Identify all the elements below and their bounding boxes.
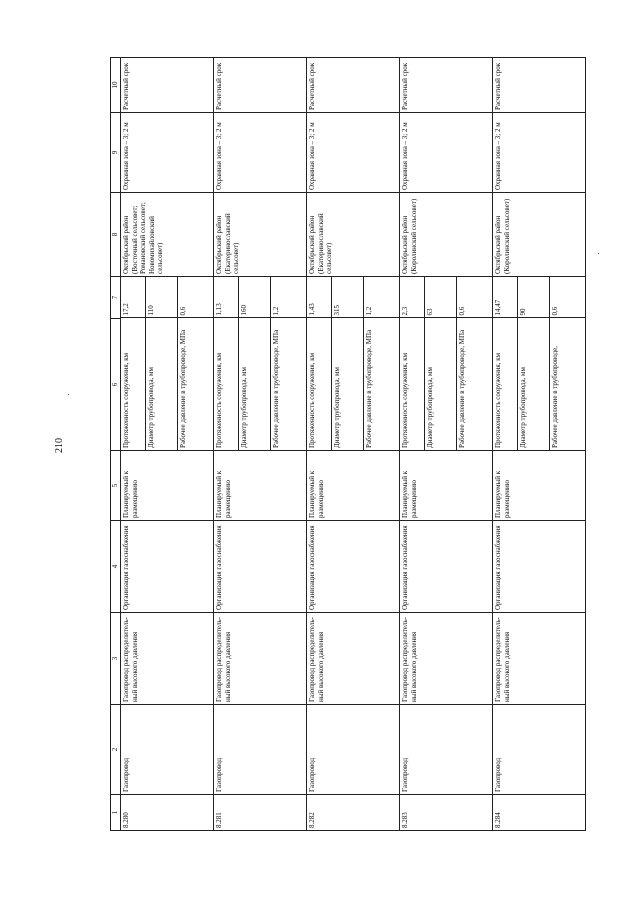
object-purpose: Организация газоснабжения: [214, 521, 307, 613]
object-parameters: [307, 277, 400, 451]
object-purpose: Организация газоснабжения: [400, 521, 493, 613]
object-name: Газопровод: [493, 705, 586, 795]
table-row: [121, 58, 214, 831]
parameter-label: Протяженность сооружения, км: [121, 318, 145, 450]
table-header-row: [111, 58, 121, 831]
object-location: Октябрьский район (Екатеринославский сельсовет): [214, 193, 307, 277]
header-cell: 6: [111, 319, 121, 451]
object-purpose: Организация газоснабжения: [307, 521, 400, 613]
object-parameters: [493, 277, 586, 451]
parameter-label: Диаметр трубопровода, мм: [145, 318, 177, 450]
parameter-row: [270, 276, 306, 450]
parameter-label: Рабочее давление в трубопроводе, МПа: [271, 329, 280, 448]
object-type: Газопровод распределитель-ный высокого давления: [121, 613, 214, 705]
table-row: [493, 58, 586, 831]
object-name: Газопровод: [307, 705, 400, 795]
header-cell: 2: [111, 705, 121, 795]
parameter-label: Рабочее давление в трубопроводе, МПа: [364, 329, 373, 448]
row-number: 8.282: [307, 795, 400, 831]
parameter-label: Протяженность сооружения, км: [214, 318, 238, 450]
parameter-label: Протяженность сооружения, км: [493, 318, 517, 450]
rotated-table-area: [110, 58, 590, 831]
object-status: Планируемый к размещению: [214, 451, 307, 521]
parameter-value: 1,2: [363, 276, 399, 318]
protection-zone: Охранная зона – 3; 2 м: [493, 113, 586, 193]
implementation-term: Расчетный срок: [400, 58, 493, 113]
header-cell: 4: [111, 521, 121, 613]
parameter-row: [121, 276, 145, 450]
implementation-term: Расчетный срок: [307, 58, 400, 113]
row-number: 8.280: [121, 795, 214, 831]
parameter-row: [549, 276, 585, 450]
header-cell: 7: [111, 277, 121, 319]
parameter-row: [517, 276, 549, 450]
parameter-value: 0,6: [177, 276, 213, 318]
implementation-term: Расчетный срок: [493, 58, 586, 113]
parameter-value: 90: [517, 276, 549, 318]
parameter-value: 63: [424, 276, 456, 318]
parameter-row: [493, 276, 517, 450]
parameter-value: 1,43: [307, 276, 331, 318]
scan-speck: [598, 253, 599, 254]
parameters-subtable: [400, 276, 492, 450]
parameter-row: [238, 276, 270, 450]
object-name: Газопровод: [400, 705, 493, 795]
header-cell: 10: [111, 58, 121, 113]
planning-objects-table: [110, 57, 586, 831]
parameter-label: Протяженность сооружения, км: [400, 318, 424, 450]
parameter-value: 0,6: [456, 276, 492, 318]
parameter-value: 1,2: [270, 276, 306, 318]
parameter-value: 1,13: [214, 276, 238, 318]
scan-speck: [68, 394, 69, 395]
object-location: Октябрьский район (Восточный сельсовет; Романовский сельсовет; Новомихайловский сельсовет): [121, 193, 214, 277]
parameter-value: 0,6: [549, 276, 585, 318]
page-number: 210: [54, 438, 65, 453]
table-row: [214, 58, 307, 831]
parameter-value: 110: [145, 276, 177, 318]
object-name: Газопровод: [121, 705, 214, 795]
object-parameters: [121, 277, 214, 451]
protection-zone: Охранная зона – 3; 2 м: [214, 113, 307, 193]
object-type: Газопровод распределитель-ный высокого давления: [214, 613, 307, 705]
object-status: Планируемый к размещению: [400, 451, 493, 521]
parameter-label: Диаметр трубопровода, мм: [238, 318, 270, 450]
object-location: Октябрьский район (Екатеринославский сельсовет): [307, 193, 400, 277]
parameter-row: [363, 276, 399, 450]
parameter-label: Диаметр трубопровода, мм: [517, 318, 549, 450]
object-parameters: [214, 277, 307, 451]
parameter-row: [307, 276, 331, 450]
object-purpose: Организация газоснабжения: [493, 521, 586, 613]
object-name: Газопровод: [214, 705, 307, 795]
row-number: 8.281: [214, 795, 307, 831]
parameter-value: 17,2: [121, 276, 145, 318]
table-row: [400, 58, 493, 831]
protection-zone: Охранная зона – 3; 2 м: [307, 113, 400, 193]
parameter-row: [145, 276, 177, 450]
header-cell: 9: [111, 113, 121, 193]
parameter-row: [424, 276, 456, 450]
parameter-label: Диаметр трубопровода, мм: [424, 318, 456, 450]
object-type: Газопровод распределитель-ный высокого давления: [400, 613, 493, 705]
implementation-term: Расчетный срок: [121, 58, 214, 113]
parameter-value: 315: [331, 276, 363, 318]
parameter-label: Рабочее давление в трубопроводе,: [550, 346, 559, 448]
header-cell: 1: [111, 795, 121, 831]
object-status: Планируемый к размещению: [493, 451, 586, 521]
parameters-subtable: [121, 276, 213, 450]
header-cell: 8: [111, 193, 121, 277]
row-number: 8.283: [400, 795, 493, 831]
parameter-row: [331, 276, 363, 450]
protection-zone: Охранная зона – 3; 2 м: [121, 113, 214, 193]
parameter-label: Рабочее давление в трубопроводе, МПа: [457, 329, 466, 448]
implementation-term: Расчетный срок: [214, 58, 307, 113]
parameter-row: [400, 276, 424, 450]
parameters-subtable: [493, 276, 585, 450]
parameter-value: 14,47: [493, 276, 517, 318]
parameter-row: [456, 276, 492, 450]
header-cell: 5: [111, 451, 121, 521]
parameter-label: Рабочее давление в трубопроводе, МПа: [178, 329, 187, 448]
parameter-row: [177, 276, 213, 450]
object-status: Планируемый к размещению: [307, 451, 400, 521]
object-type: Газопровод распределитель-ный высокого давления: [493, 613, 586, 705]
protection-zone: Охранная зона – 3; 2 м: [400, 113, 493, 193]
parameter-value: 160: [238, 276, 270, 318]
object-purpose: Организация газоснабжения: [121, 521, 214, 613]
parameter-label: Диаметр трубопровода, мм: [331, 318, 363, 450]
table-row: [307, 58, 400, 831]
parameter-row: [214, 276, 238, 450]
object-parameters: [400, 277, 493, 451]
object-type: Газопровод распределитель-ный высокого давления: [307, 613, 400, 705]
parameters-subtable: [214, 276, 306, 450]
parameter-value: 2,3: [400, 276, 424, 318]
parameters-subtable: [307, 276, 399, 450]
object-status: Планируемый к размещению: [121, 451, 214, 521]
header-cell: 3: [111, 613, 121, 705]
parameter-label: Протяженность сооружения, км: [307, 318, 331, 450]
row-number: 8.284: [493, 795, 586, 831]
object-location: Октябрьский район (Королинский сельсовет): [400, 193, 493, 277]
object-location: Октябрьский район (Королинский сельсовет): [493, 193, 586, 277]
